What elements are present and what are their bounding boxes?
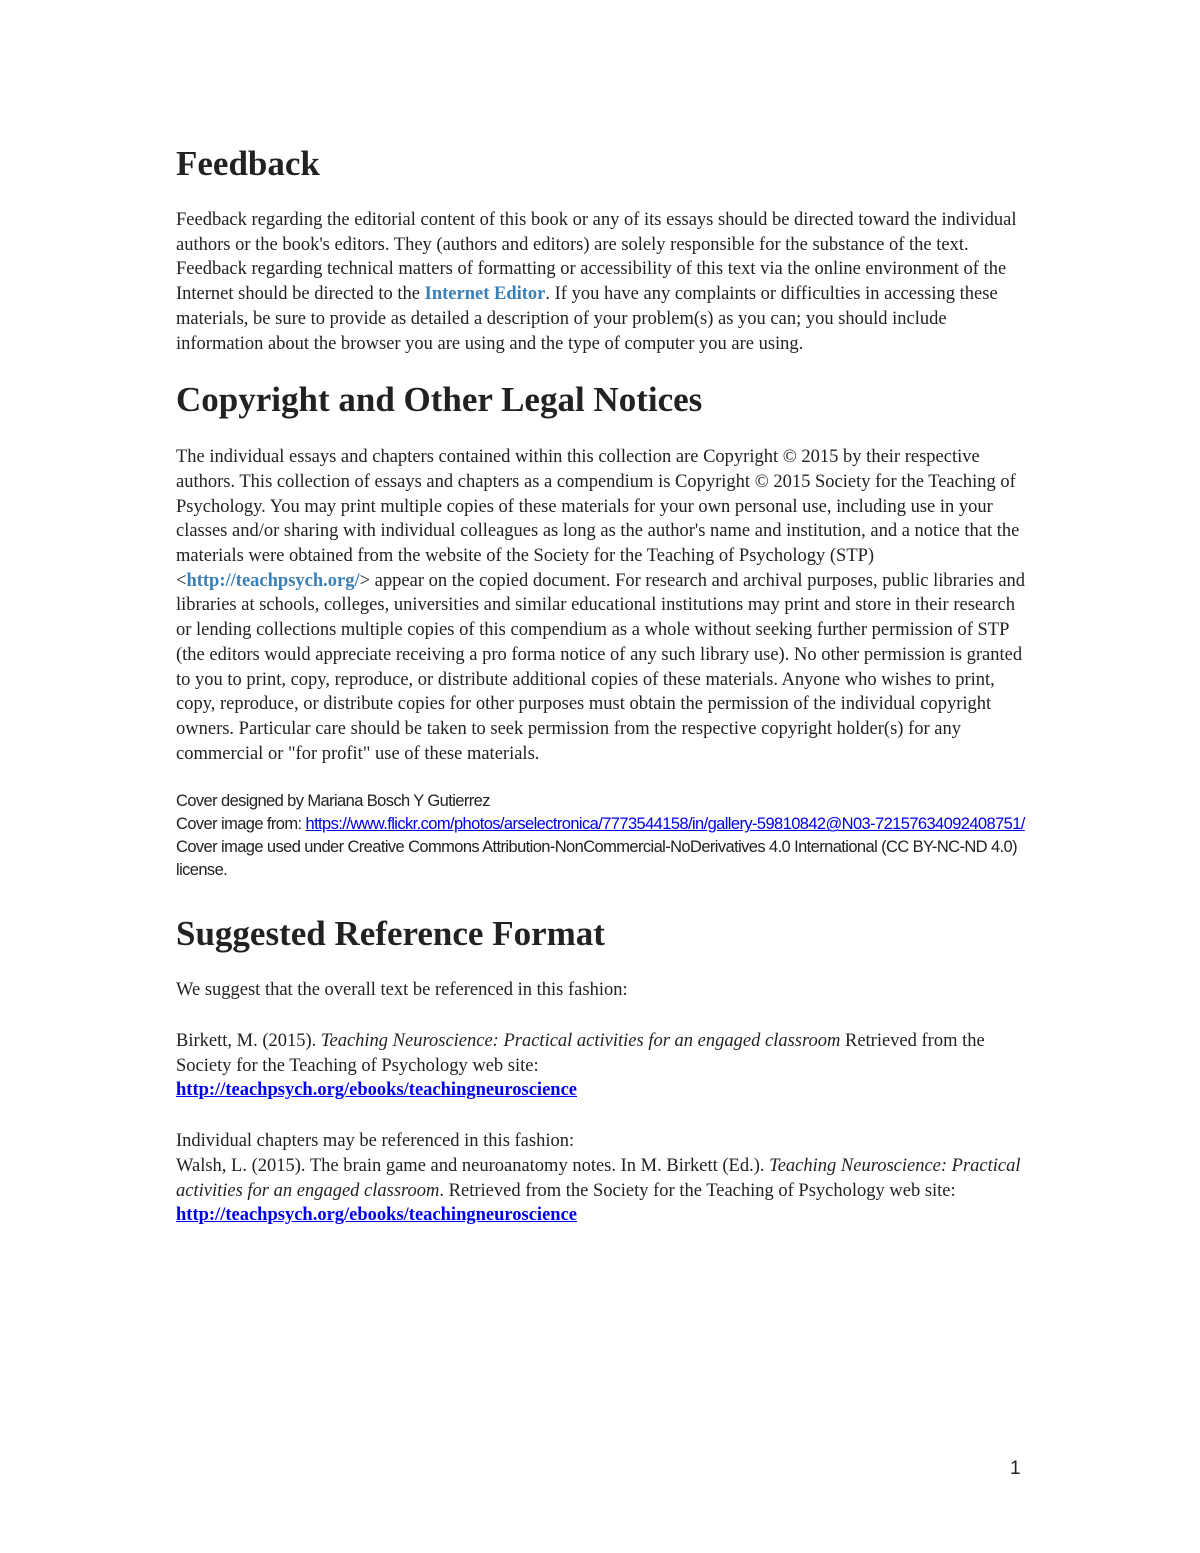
reference-intro: We suggest that the overall text be referenced in this fashion: [176,980,628,1001]
cover-designer: Cover designed by Mariana Bosch Y Gutierrez [176,792,490,811]
overall-reference: Birkett, M. (2015). Teaching Neuroscience: Practical activities for an engaged classroom Retrieved from the Society for the Teaching of Psychology web site: http://teachpsych.org/ebooks/teachingneuroscience [176,1031,985,1101]
chapter-reference-intro: Individual chapters may be referenced in this fashion: [176,1131,575,1152]
teachpsych-link[interactable]: http://teachpsych.org/ [186,570,360,591]
copyright-paragraph: The individual essays and chapters contained within this collection are Copyright © 2015 by their respective authors. This collection of essays and chapters as a compendium is Copyright © 2015 Society for the Teaching of Psychology. You may print multiple copies of these materials for your own personal use, including use in your classes and/or sharing with individual colleagues as long as the author's name and institution, and a notice that the materials were obtained from the website of the Society for the Teaching of Psychology (STP) <http://teachpsych.org/> appear on the copied document. For research and archival purposes, public libraries and libraries at schools, colleges, universities and similar educational institutions may print and store in their research or lending collections multiple copies of this compendium as a whole without seeking further permission of STP (the editors would appreciate receiving a pro forma notice of any such library use). No other permission is granted to you to print, copy, reproduce, or distribute additional copies of these materials. Anyone who wishes to print, copy, reproduce, or distribute copies for other purposes must obtain the permission of the individual copyright owners. Particular care should be taken to seek permission from the respective copyright holder(s) for any commercial or "for profit" use of these materials. [176,447,1026,764]
internet-editor-link[interactable]: Internet Editor [424,284,546,305]
chapter-reference: Walsh, L. (2015). The brain game and neuroanatomy notes. In M. Birkett (Ed.). Teaching Neuroscience: Practical activities for an engaged classroom. Retrieved from the Society for the Teaching of Psychology web site: http://teachpsych.org/ebooks/teachingneuroscience [176,1155,1021,1226]
cover-image-source: Cover image from: https://www.flickr.com/photos/arselectronica/7773544158/in/gallery-59810842@N03-72157634092408751/ [176,815,1025,834]
flickr-link[interactable]: https://www.flickr.com/photos/arselectronica/7773544158/in/gallery-59810842@N03-72157634092408751/ [305,815,1025,834]
page-number: 1 [1010,1458,1021,1479]
feedback-heading: Feedback [176,144,320,183]
reference-heading: Suggested Reference Format [176,914,605,954]
overall-reference-link[interactable]: http://teachpsych.org/ebooks/teachingneuroscience [176,1080,577,1101]
copyright-heading: Copyright and Other Legal Notices [176,380,703,420]
feedback-paragraph: Feedback regarding the editorial content of this book or any of its essays should be directed toward the individual authors or the book's editors. They (authors and editors) are solely responsible for the substance of the text. Feedback regarding technical matters of formatting or accessibility of this text via the online environment of the Internet should be directed to the Internet Editor. If you have any complaints or difficulties in accessing these materials, be sure to provide as detailed a description of your problem(s) as you can; you should include information about the browser you are using and the type of computer you are using. [176,210,1017,354]
chapter-reference-link[interactable]: http://teachpsych.org/ebooks/teachingneuroscience [176,1205,577,1226]
document-page [176,130,1031,1228]
cover-credits [176,790,1031,882]
cover-license: Cover image used under Creative Commons Attribution-NonCommercial-NoDerivatives 4.0 International (CC BY-NC-ND 4.0) license. [176,838,1017,880]
